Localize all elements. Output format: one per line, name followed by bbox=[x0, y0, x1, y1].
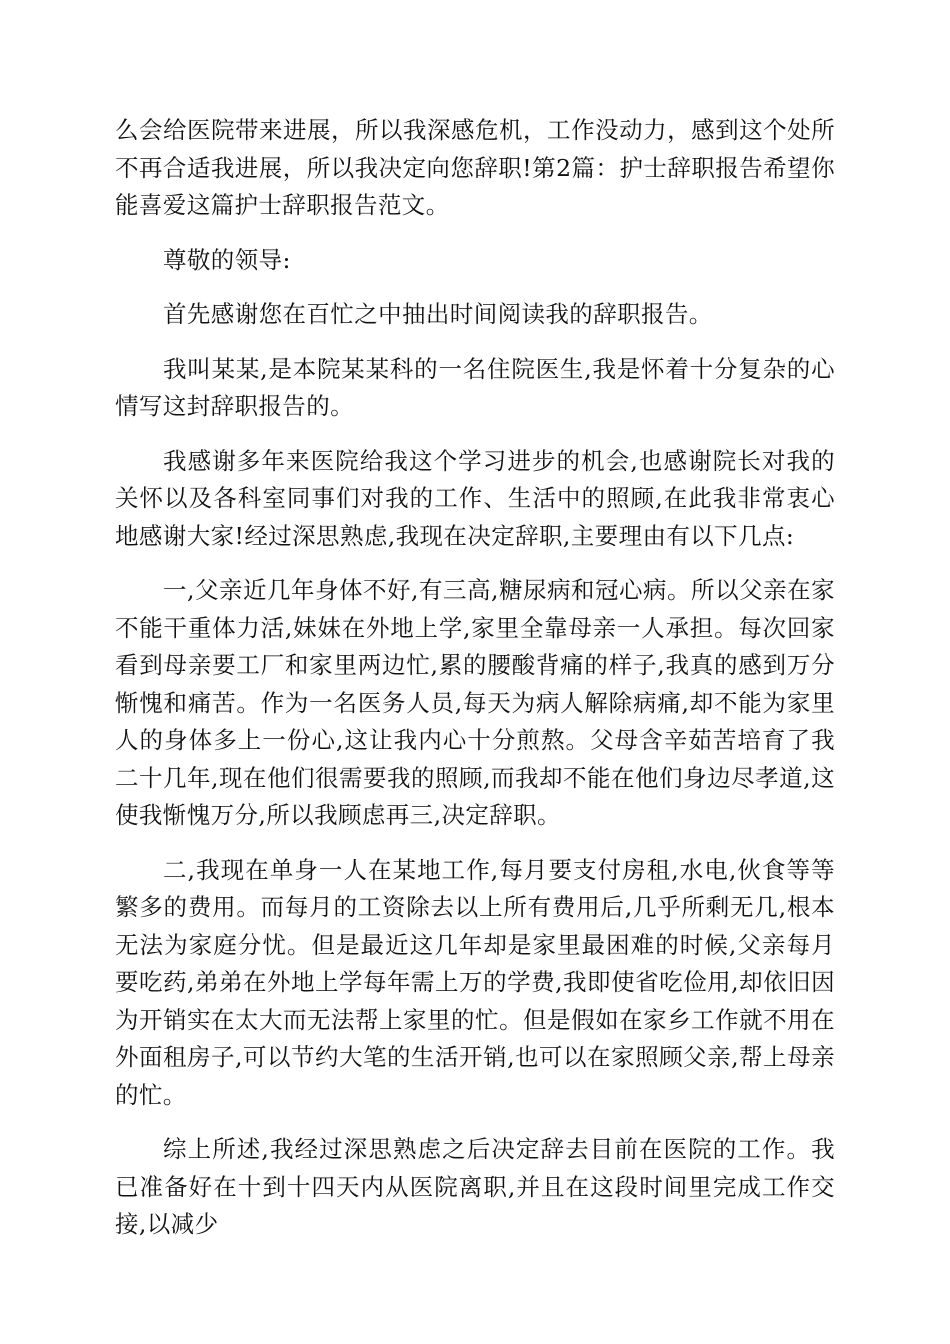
paragraph: 么会给医院带来进展，所以我深感危机，工作没动力，感到这个处所不再合适我进展，所以我决定向您辞职!第2篇：护士辞职报告希望你能喜爱这篇护士辞职报告范文。 bbox=[115, 116, 835, 219]
paragraph: 首先感谢您在百忙之中抽出时间阅读我的辞职报告。 bbox=[163, 300, 713, 328]
paragraph: 我感谢多年来医院给我这个学习进步的机会,也感谢院长对我的关怀以及各科室同事们对我的工作、生活中的照顾,在此我非常衷心地感谢大家!经过深思熟虑,我现在决定辞职,主要理由有以下几点: bbox=[115, 446, 835, 550]
paragraph: 我叫某某,是本院某某科的一名住院医生,我是怀着十分复杂的心情写这封辞职报告的。 bbox=[115, 354, 835, 420]
paragraph: 一,父亲近几年身体不好,有三高,糖尿病和冠心病。所以父亲在家不能干重体力活,妹妹在外地上学,家里全靠母亲一人承担。每次回家看到母亲要工厂和家里两边忙,累的腰酸背痛的样子,我真的感到万分惭愧和痛苦。作为一名医务人员,每天为病人解除病痛,却不能为家里人的身体多上一份心,这让我内心十分煎熬。父母含辛茹苦培育了我二十几年,现在他们很需要我的照顾,而我却不能在他们身边尽孝道,这使我惭愧万分,所以我顾虑再三,决定辞职。 bbox=[115, 576, 835, 829]
salutation: 尊敬的领导: bbox=[163, 245, 291, 274]
paragraph: 二,我现在单身一人在某地工作,每月要支付房租,水电,伙食等等繁多的费用。而每月的工资除去以上所有费用后,几乎所剩无几,根本无法为家庭分忧。但是最近这几年却是家里最困难的时候,父亲每月要吃药,弟弟在外地上学每年需上万的学费,我即使省吃俭用,却依旧因为开销实在太大而无法帮上家里的忙。但是假如在家乡工作就不用在外面租房子,可以节约大笔的生活开销,也可以在家照顾父亲,帮上母亲的忙。 bbox=[115, 855, 835, 1109]
document-body bbox=[115, 112, 835, 1261]
paragraph: 综上所述,我经过深思熟虑之后决定辞去目前在医院的工作。我已准备好在十到十四天内从医院离职,并且在这段时间里完成工作交接,以减少 bbox=[115, 1135, 835, 1238]
